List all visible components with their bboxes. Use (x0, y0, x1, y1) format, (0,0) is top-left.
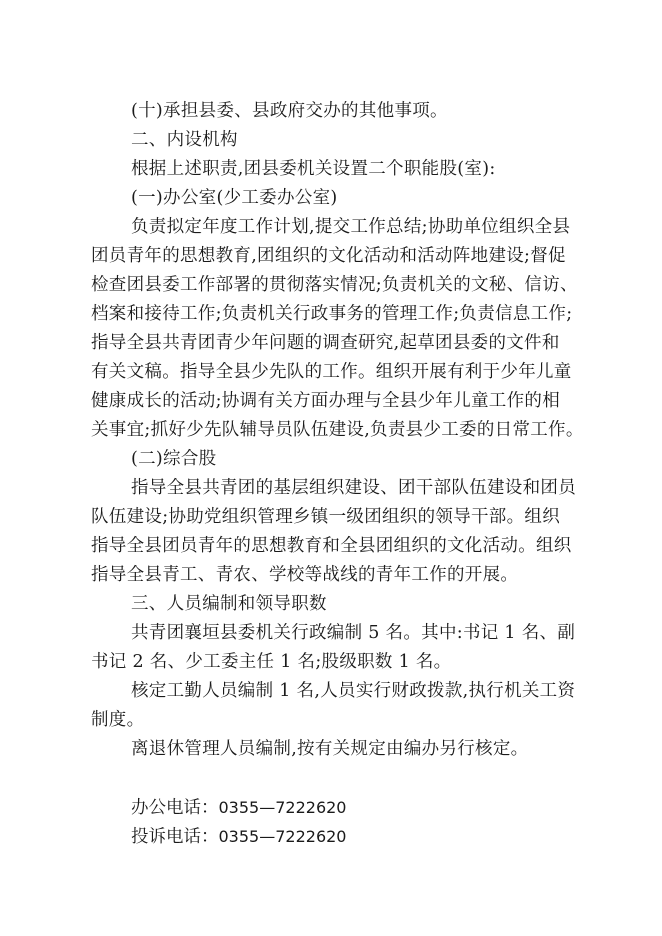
text-line: 健康成长的活动;协调有关方面办理与全县少年儿童工作的相 (91, 391, 560, 411)
text-line: 负责拟定年度工作计划,提交工作总结;协助单位组织全县 (131, 217, 571, 237)
text-line: 检查团县委工作部署的贯彻落实情况;负责机关的文秘、信访、 (91, 275, 578, 295)
text-line: 团员青年的思想教育,团组织的文化活动和活动阵地建设;督促 (91, 246, 566, 266)
text-line: 离退休管理人员编制,按有关规定由编办另行核定。 (131, 739, 529, 759)
text-line: 指导全县共青团青少年问题的调查研究,起草团县委的文件和 (91, 333, 560, 353)
subheading-office: (一)办公室(少工委办公室) (131, 188, 338, 208)
heading-internal-structure: 二、内设机构 (131, 130, 238, 150)
heading-staffing: 三、人员编制和领导职数 (131, 594, 327, 614)
text-line: 关事宜;抓好少先队辅导员队伍建设,负责县少工委的日常工作。 (91, 420, 584, 440)
text-line: 书记 2 名、少工委主任 1 名;股级职数 1 名。 (91, 652, 452, 672)
subheading-general-section: (二)综合股 (131, 449, 217, 469)
text-line: 指导全县青工、青农、学校等战线的青年工作的开展。 (91, 565, 519, 585)
text-line: 指导全县共青团的基层组织建设、团干部队伍建设和团员 (131, 478, 576, 498)
office-phone-number: 0355—7222620 (218, 798, 347, 817)
complaint-phone-number: 0355—7222620 (218, 827, 347, 846)
text-line: 队伍建设;协助党组织管理乡镇一级团组织的领导干部。组织 (91, 507, 560, 527)
office-phone (131, 795, 346, 821)
text-line: 档案和接待工作;负责机关行政事务的管理工作;负责信息工作; (91, 304, 573, 324)
text-line: 根据上述职责,团县委机关设置二个职能股(室): (131, 159, 496, 179)
text-line-item-10: (十)承担县委、县政府交办的其他事项。 (131, 101, 448, 121)
complaint-phone (131, 824, 346, 850)
text-line: 指导全县团员青年的思想教育和全县团组织的文化活动。组织 (91, 536, 572, 556)
text-line: 共青团襄垣县委机关行政编制 5 名。其中:书记 1 名、副 (131, 623, 576, 643)
text-line: 核定工勤人员编制 1 名,人员实行财政拨款,执行机关工资 (131, 681, 576, 701)
text-line: 制度。 (91, 710, 145, 730)
text-line: 有关文稿。指导全县少先队的工作。组织开展有利于少年儿童 (91, 362, 572, 382)
office-phone-label: 办公电话： (131, 798, 219, 818)
complaint-phone-label: 投诉电话： (131, 827, 219, 847)
